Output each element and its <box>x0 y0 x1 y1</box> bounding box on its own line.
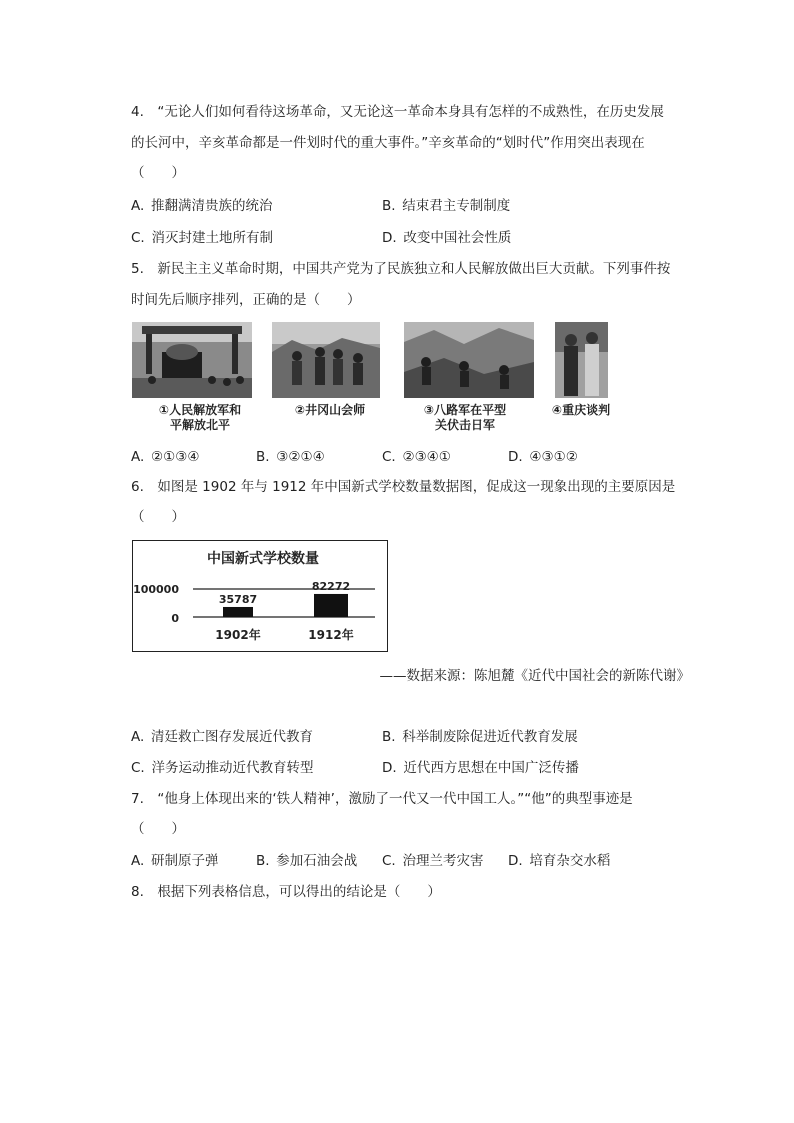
q4-option-c[interactable]: C. 消灭封建土地所有制 <box>131 230 273 246</box>
chart-title: 中国新式学校数量 <box>207 551 319 567</box>
q6-option-d[interactable]: D. 近代西方思想在中国广泛传播 <box>382 760 579 776</box>
caption-3-line1: ③八路军在平型 <box>423 403 507 417</box>
q5-option-d[interactable]: D. ④③①② <box>508 449 578 465</box>
q7-option-a[interactable]: A. 研制原子弹 <box>131 853 219 869</box>
q4-option-d[interactable]: D. 改变中国社会性质 <box>382 230 512 246</box>
q6-option-b[interactable]: B. 科举制废除促进近代教育发展 <box>382 729 578 745</box>
caption-1-line2: 平解放北平 <box>169 418 230 432</box>
q4-answer-paren: （ ） <box>131 165 185 181</box>
q5-option-b[interactable]: B. ③②①④ <box>256 449 325 465</box>
q7-option-c[interactable]: C. 治理兰考灾害 <box>382 853 484 869</box>
value-label-1912年: 82272 <box>311 579 351 593</box>
q6-answer-paren: （ ） <box>131 509 185 525</box>
category-label-1912年: 1912年 <box>308 628 354 642</box>
q4-option-a[interactable]: A. 推翻满清贵族的统治 <box>131 198 273 214</box>
bar-1902年 <box>223 607 253 617</box>
caption-1-line1: ①人民解放军和 <box>158 403 242 417</box>
photo-chongqing-negotiation <box>555 322 608 398</box>
category-label-1902年: 1902年 <box>215 628 261 642</box>
photo-jinggangshan-meeting <box>272 322 380 398</box>
bar-1912年 <box>314 594 348 617</box>
q5-option-a[interactable]: A. ②①③④ <box>131 449 200 465</box>
q4-stem-line2: 的长河中，辛亥革命都是一件划时代的重大事件。”辛亥革命的“划时代”作用突出表现在 <box>131 135 645 151</box>
school-count-chart <box>132 540 388 652</box>
photo-pingxingguan-ambush <box>404 322 534 398</box>
caption-4: ④重庆谈判 <box>551 403 611 417</box>
q6-option-c[interactable]: C. 洋务运动推动近代教育转型 <box>131 760 314 776</box>
caption-2: ②井冈山会师 <box>294 403 366 417</box>
caption-3-line2: 关伏击日军 <box>434 418 495 432</box>
q5-stem-line1: 5. 新民主主义革命时期，中国共产党为了民族独立和人民解放做出巨大贡献。下列事件按 <box>131 261 671 277</box>
caption-1 <box>132 403 268 433</box>
q8-stem-line1: 8. 根据下列表格信息，可以得出的结论是（ ） <box>131 884 441 900</box>
q7-stem-line1: 7. “他身上体现出来的‘铁人精神’，激励了一代又一代中国工人。”“他”的典型事迹是 <box>131 791 633 807</box>
q4-stem-line1: 4. “无论人们如何看待这场革命，又无论这一革命本身具有怎样的不成熟性，在历史发展 <box>131 104 664 120</box>
y-tick-top: 100000 <box>133 583 179 596</box>
q6-stem-line1: 6. 如图是 1902 年与 1912 年中国新式学校数量数据图，促成这一现象出现的主要原因是 <box>131 479 676 495</box>
data-source-note: ——数据来源：陈旭麓《近代中国社会的新陈代谢》 <box>379 668 690 684</box>
q6-option-a[interactable]: A. 清廷救亡图存发展近代教育 <box>131 729 314 745</box>
value-label-1902年: 35787 <box>218 592 258 606</box>
q7-option-d[interactable]: D. 培育杂交水稻 <box>508 853 611 869</box>
caption-3 <box>410 403 520 433</box>
q5-stem-line2: 时间先后顺序排列，正确的是（ ） <box>131 292 361 308</box>
q4-option-b[interactable]: B. 结束君主专制制度 <box>382 198 511 214</box>
q7-answer-paren: （ ） <box>131 821 185 837</box>
y-tick-zero: 0 <box>171 612 179 625</box>
q7-option-b[interactable]: B. 参加石油会战 <box>256 853 358 869</box>
q5-option-c[interactable]: C. ②③④① <box>382 449 451 465</box>
photo-beiping-liberation <box>132 322 252 398</box>
